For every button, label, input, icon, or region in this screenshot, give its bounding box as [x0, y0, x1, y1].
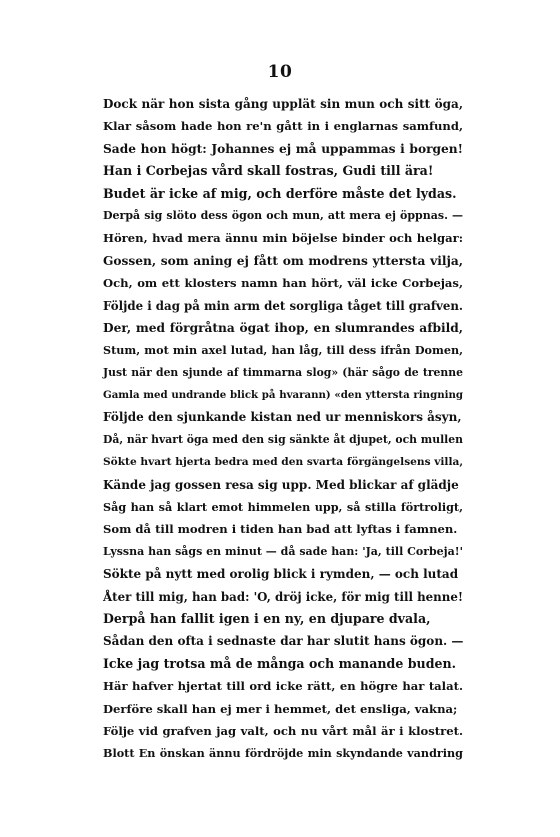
verse-line: Derföre skall han ej mer i hemmet, det ensliga, vakna; [103, 701, 458, 716]
verse-line: Åter till mig, han bad: 'O, dröj icke, för mig till henne! [103, 589, 463, 604]
page-number: 10 [267, 62, 293, 82]
verse-line: Som då till modren i tiden han bad att lyftas i famnen. [103, 522, 458, 537]
verse-line: Der, med förgråtna ögat ihop, en slumrandes afbild, [103, 320, 463, 335]
verse-line: Han i Corbejas vård skall fostras, Gudi till ära! [103, 163, 434, 179]
verse-line: Här hafver hjertat till ord icke rätt, en högre har talat. [103, 679, 463, 694]
verse-line: Följe vid grafven jag valt, och nu vårt mål är i klostret. [103, 723, 463, 738]
verse-line: Följde i dag på min arm det sorgliga tåget till grafven. [103, 298, 464, 313]
verse-line: Budet är icke af mig, och derföre måste det lydas. [103, 185, 457, 201]
verse-line: Sade hon högt: Johannes ej må uppammas i borgen! [103, 141, 463, 156]
verse-line: Dock när hon sista gång upplät sin mun och sitt öga, [103, 97, 463, 111]
verse-line: Icke jag trotsa må de många och manande buden. [103, 655, 457, 671]
verse-line: Derpå han fallit igen i en ny, en djupare dvala, [103, 610, 431, 626]
verse-line: Och, om ett klosters namn han hört, väl icke Corbejas, [103, 276, 463, 291]
verse-line: Lyssna han sågs en minut — då sade han: 'Ja, till Corbeja!' [103, 544, 463, 558]
poem-text [103, 93, 463, 765]
verse-line: Då, när hvart öga med den sig sänkte åt djupet, och mullen [103, 432, 463, 446]
verse-line: Derpå sig slöto dess ögon och mun, att mera ej öppnas. — [103, 208, 463, 222]
verse-line: Sökte på nytt med orolig blick i rymden, — och lutad [103, 567, 459, 582]
verse-line: Kände jag gossen resa sig upp. Med blickar af glädje [103, 477, 459, 492]
verse-line: Gossen, som aning ej fått om modrens yttersta vilja, [103, 253, 463, 268]
verse-line: Blott En önskan ännu fördröjde min skyndande vandring [103, 746, 463, 761]
verse-line: Gamla med undrande blick på hvarann) «den yttersta ringning [103, 389, 463, 402]
verse-line: Följde den sjunkande kistan ned ur menniskors åsyn, [103, 410, 462, 425]
verse-line: Just när den sjunde af timmarna slog» (här sågo de trenne [103, 365, 463, 379]
verse-line: Såg han så klart emot himmelen upp, så stilla förtroligt, [103, 500, 463, 515]
verse-line: Klar såsom hade hon re'n gått in i englarnas samfund, [103, 119, 463, 134]
verse-line: Stum, mot min axel lutad, han låg, till dess ifrån Domen, [103, 343, 463, 358]
verse-line: Hören, hvad mera ännu min böjelse binder och helgar: [103, 231, 463, 246]
verse-line: Sökte hvart hjerta bedra med den svarta förgängelsens villa, [103, 456, 464, 469]
verse-line: Sådan den ofta i sednaste dar har slutit hans ögon. — [103, 634, 464, 649]
